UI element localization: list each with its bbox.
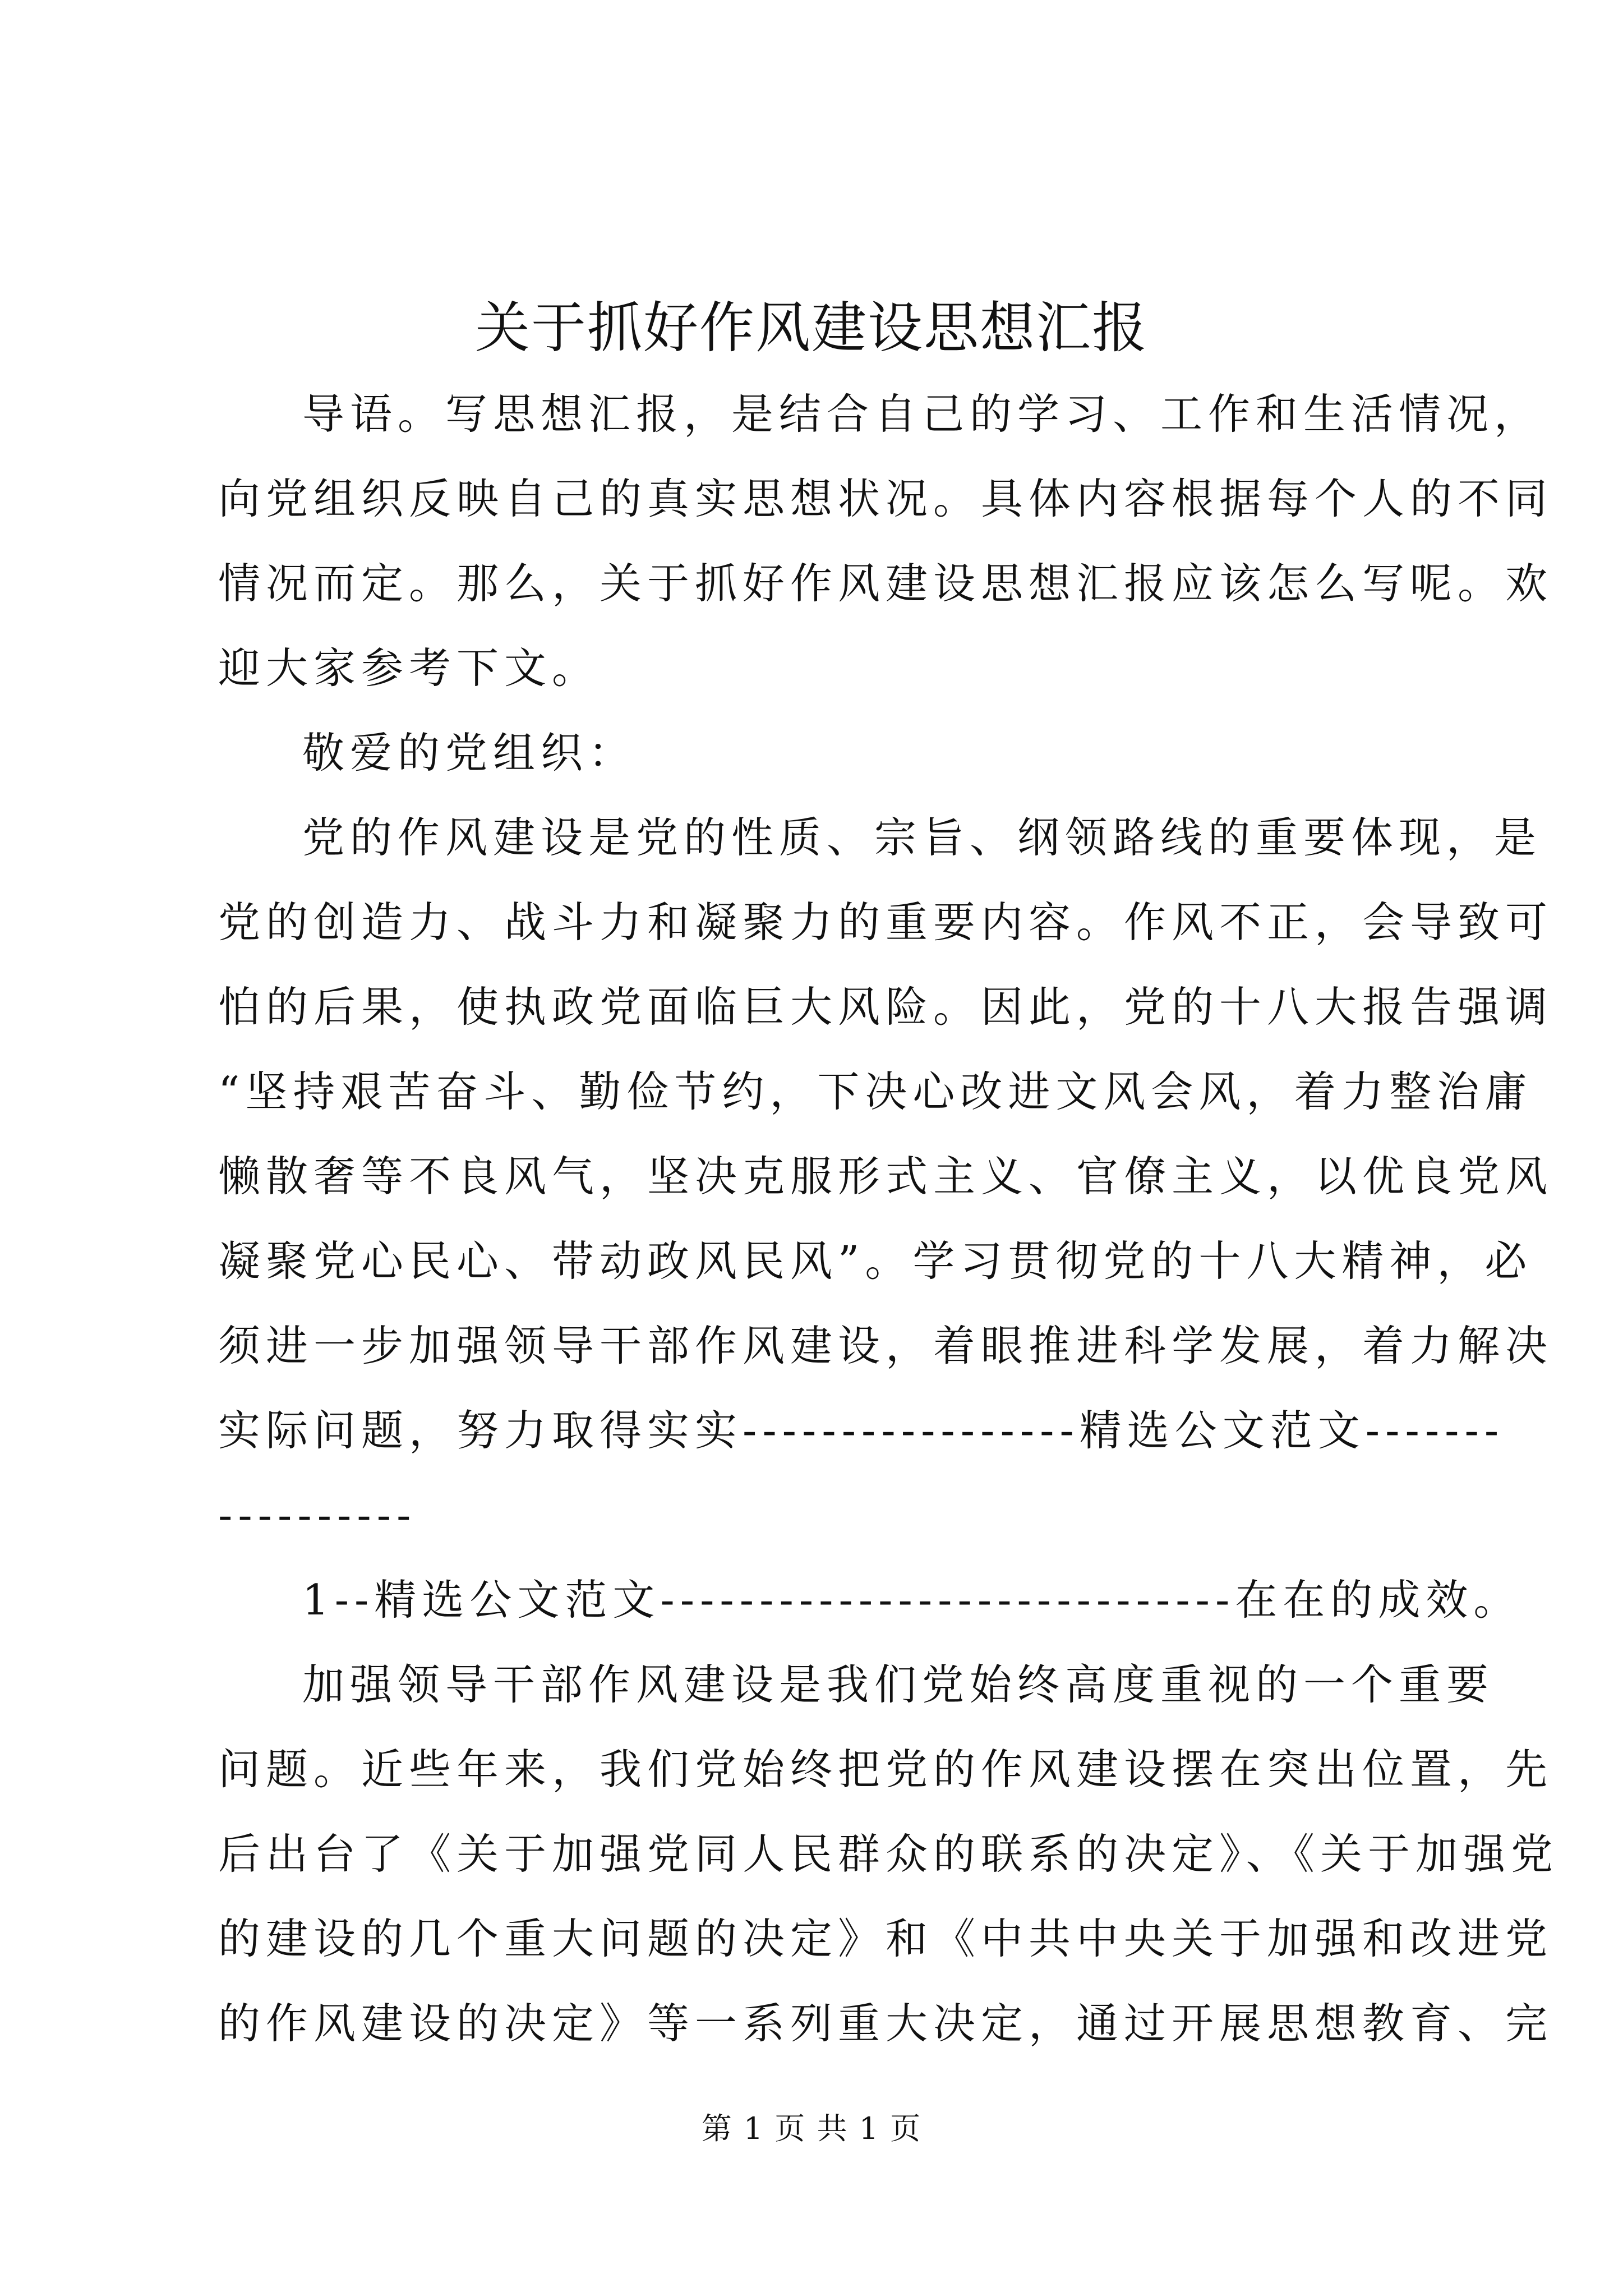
paragraph-line: 的作风建设的决定》等一系列重大决定，通过开展思想教育、完 [218,1999,1553,2048]
paragraph-line: 问题。近些年来，我们党始终把党的作风建设摆在突出位置，先 [218,1745,1553,1794]
paragraph-line: 向党组织反映自己的真实思想状况。具体内容根据每个人的不同 [218,474,1553,523]
paragraph-line: 须进一步加强领导干部作风建设，着眼推进科学发展，着力解决 [218,1321,1553,1370]
paragraph-line: 凝聚党心民心、带动政风民风”。学习贯彻党的十八大精神，必 [218,1236,1533,1286]
paragraph-line: 导语。写思想汇报，是结合自己的学习、工作和生活情况， [302,389,1542,439]
paragraph-line: 后出台了《关于加强党同人民群众的联系的决定》、《关于加强党 [218,1829,1559,1879]
paragraph-line: ---------- [218,1490,417,1540]
page-footer: 第 1 页 共 1 页 [701,2111,922,2146]
paragraph-line: 的建设的几个重大问题的决定》和《中共中央关于加强和改进党 [218,1914,1553,1963]
paragraph-line: “坚持艰苦奋斗、勤俭节约，下决心改进文风会风，着力整治庸 [218,1067,1533,1116]
paragraph-line: 迎大家参考下文。 [218,643,600,693]
paragraph-line: 加强领导干部作风建设是我们党始终高度重视的一个重要 [302,1660,1495,1709]
paragraph-line: 党的作风建设是党的性质、宗旨、纲领路线的重要体现，是 [302,813,1542,862]
document-title: 关于抓好作风建设思想汇报 [474,296,1148,360]
paragraph-line: 实际问题，努力取得实实-----------------精选公文范文------- [218,1406,1505,1455]
salutation: 敬爱的党组织： [302,728,637,777]
document-body [218,372,1559,2066]
paragraph-line: 党的创造力、战斗力和凝聚力的重要内容。作风不正，会导致可 [218,898,1553,947]
paragraph-line: 1--精选公文范文-----------------------------在在的成效。 [302,1575,1521,1625]
paragraph-line: 懒散奢等不良风气，坚决克服形式主义、官僚主义，以优良党风 [218,1152,1553,1201]
paragraph-line: 怕的后果，使执政党面临巨大风险。因此，党的十八大报告强调 [218,982,1553,1032]
paragraph-line: 情况而定。那么，关于抓好作风建设思想汇报应该怎么写呢。欢 [218,559,1553,608]
